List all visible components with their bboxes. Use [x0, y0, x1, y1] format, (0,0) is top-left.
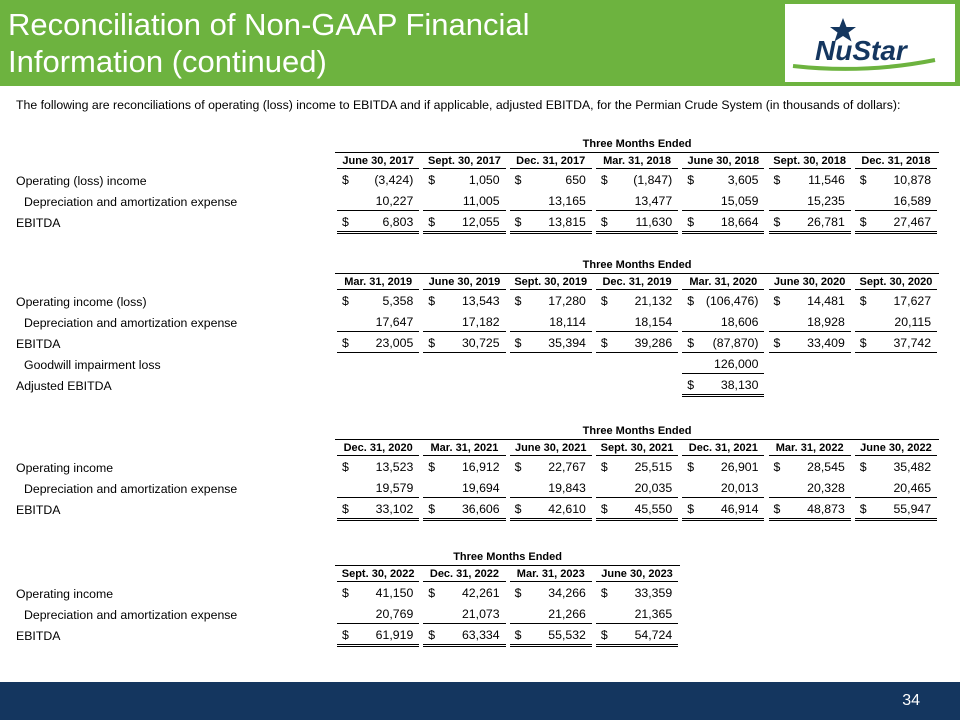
cell-value: 21,266 [548, 607, 586, 621]
cell-value: 20,115 [894, 315, 932, 329]
cell-value: 19,843 [548, 481, 586, 495]
row-label: EBITDA [16, 337, 61, 351]
value-cell [423, 586, 505, 602]
cell-value: 12,055 [461, 215, 500, 229]
dollar-sign: $ [342, 628, 349, 642]
dollar-sign: $ [514, 173, 522, 187]
cell-value: 41,150 [375, 586, 414, 600]
value-cell [423, 460, 505, 476]
value-cell [682, 173, 764, 189]
row-label: Depreciation and amortization expense [24, 482, 238, 496]
cell-value: 18,606 [720, 315, 759, 329]
value-cell [769, 194, 851, 211]
cell-value: 6,803 [382, 215, 414, 229]
cell-value: 20,013 [720, 481, 759, 495]
row-label: EBITDA [16, 629, 61, 643]
value-cell [855, 481, 937, 498]
page-title-line-1: Reconciliation of Non-GAAP Financial [8, 7, 530, 42]
column-header: Sept. 30, 2020 [855, 276, 937, 290]
cell-value: 26,901 [720, 460, 759, 474]
column-header: Mar. 31, 2023 [510, 568, 592, 582]
row-label: Goodwill impairment loss [24, 358, 161, 372]
value-cell [337, 586, 419, 602]
cell-value: 20,328 [807, 481, 845, 495]
cell-value: 61,919 [375, 628, 414, 642]
cell-value: (3,424) [374, 173, 414, 187]
page-title [8, 6, 628, 80]
cell-value: 18,154 [634, 315, 673, 329]
dollar-sign: $ [342, 586, 349, 600]
cell-value: 13,477 [634, 194, 673, 208]
dollar-sign: $ [687, 294, 695, 308]
value-cell [337, 481, 419, 498]
dollar-sign: $ [773, 215, 781, 229]
cell-value: 11,546 [808, 173, 845, 187]
column-header: Mar. 31, 2020 [682, 276, 764, 290]
dollar-sign: $ [514, 215, 522, 229]
column-header: June 30, 2023 [596, 568, 678, 582]
value-cell [682, 315, 764, 332]
cell-value: 11,630 [635, 215, 673, 229]
value-cell [769, 502, 851, 521]
dollar-sign: $ [687, 173, 695, 187]
cell-value: 13,523 [375, 460, 414, 474]
cell-value: 63,334 [461, 628, 500, 642]
dollar-sign: $ [773, 460, 781, 474]
value-cell [682, 481, 764, 498]
value-cell [423, 173, 505, 189]
column-header: Sept. 30, 2022 [337, 568, 419, 582]
footer-bar [0, 682, 960, 720]
value-cell [855, 460, 937, 476]
cell-value: 15,235 [807, 194, 845, 208]
dollar-sign: $ [859, 173, 867, 187]
dollar-sign: $ [514, 586, 522, 600]
cell-value: 11,005 [462, 194, 500, 208]
dollar-sign: $ [428, 173, 436, 187]
cell-value: 13,815 [548, 215, 586, 229]
dollar-sign: $ [514, 294, 522, 308]
cell-value: (106,476) [705, 294, 759, 308]
row-label: Operating income [16, 587, 114, 601]
dollar-sign: $ [428, 460, 436, 474]
cell-value: 17,627 [893, 294, 932, 308]
dollar-sign: $ [687, 215, 695, 229]
cell-value: 42,261 [461, 586, 500, 600]
dollar-sign: $ [859, 336, 867, 350]
value-cell [596, 215, 678, 234]
dollar-sign: $ [428, 294, 436, 308]
value-cell [596, 607, 678, 624]
value-cell [596, 294, 678, 310]
value-cell [510, 294, 592, 310]
value-cell [337, 294, 419, 310]
nustar-logo [785, 4, 955, 82]
value-cell [682, 378, 764, 397]
cell-value: 17,280 [548, 294, 586, 308]
dollar-sign: $ [859, 294, 867, 308]
column-header: Dec. 31, 2019 [596, 276, 678, 290]
cell-value: 38,130 [720, 378, 759, 392]
value-cell [510, 336, 592, 353]
logo-text: NuStar [815, 35, 907, 66]
value-cell [423, 215, 505, 234]
value-cell [510, 628, 592, 647]
dollar-sign: $ [342, 336, 349, 350]
dollar-sign: $ [342, 502, 349, 516]
dollar-sign: $ [773, 294, 781, 308]
value-cell [769, 215, 851, 234]
column-header: Mar. 31, 2021 [423, 442, 505, 456]
cell-value: 36,606 [461, 502, 500, 516]
cell-value: 13,543 [461, 294, 500, 308]
value-cell [596, 460, 678, 476]
dollar-sign: $ [600, 336, 608, 350]
value-cell [769, 481, 851, 498]
cell-value: 21,365 [634, 607, 673, 621]
column-header: Dec. 31, 2022 [423, 568, 505, 582]
column-header: June 30, 2017 [337, 155, 419, 169]
dollar-sign: $ [428, 215, 436, 229]
row-label: Depreciation and amortization expense [24, 608, 238, 622]
value-cell [855, 294, 937, 310]
value-cell [337, 336, 419, 353]
value-cell [769, 336, 851, 353]
value-cell [596, 336, 678, 353]
value-cell [510, 315, 592, 332]
value-cell [682, 194, 764, 211]
column-header: June 30, 2022 [855, 442, 937, 456]
cell-value: 16,912 [461, 460, 500, 474]
value-cell [596, 173, 678, 189]
value-cell [337, 173, 419, 189]
value-cell [855, 502, 937, 521]
cell-value: 35,394 [548, 336, 586, 350]
value-cell [423, 502, 505, 521]
cell-value: 25,515 [634, 460, 673, 474]
dollar-sign: $ [687, 336, 695, 350]
dollar-sign: $ [600, 294, 608, 308]
cell-value: 54,724 [634, 628, 673, 642]
value-cell [769, 173, 851, 189]
column-header: Sept. 30, 2017 [423, 155, 505, 169]
column-header: Sept. 30, 2018 [769, 155, 851, 169]
cell-value: 13,165 [548, 194, 586, 208]
value-cell [682, 215, 764, 234]
dollar-sign: $ [773, 502, 781, 516]
value-cell [855, 315, 937, 332]
value-cell [769, 315, 851, 332]
dollar-sign: $ [600, 460, 608, 474]
cell-value: 33,359 [634, 586, 673, 600]
value-cell [682, 502, 764, 521]
column-header: Sept. 30, 2019 [510, 276, 592, 290]
cell-value: 42,610 [548, 502, 586, 516]
cell-value: 3,605 [727, 173, 759, 187]
value-cell [855, 215, 937, 234]
value-cell [596, 315, 678, 332]
value-cell [423, 315, 505, 332]
page-number: 34 [902, 692, 920, 709]
table-group-header: Three Months Ended [335, 551, 680, 566]
cell-value: 35,482 [893, 460, 932, 474]
dollar-sign: $ [342, 173, 349, 187]
dollar-sign: $ [342, 215, 349, 229]
column-header: Dec. 31, 2020 [337, 442, 419, 456]
column-header: June 30, 2019 [423, 276, 505, 290]
value-cell [510, 215, 592, 234]
cell-value: (87,870) [712, 336, 759, 350]
row-label: Depreciation and amortization expense [24, 316, 238, 330]
row-label: EBITDA [16, 216, 61, 230]
dollar-sign: $ [600, 586, 608, 600]
dollar-sign: $ [687, 502, 695, 516]
value-cell [596, 481, 678, 498]
dollar-sign: $ [600, 628, 608, 642]
column-header: Dec. 31, 2017 [510, 155, 592, 169]
dollar-sign: $ [600, 215, 608, 229]
cell-value: 23,005 [375, 336, 414, 350]
value-cell [337, 194, 419, 211]
intro-text: The following are reconciliations of operating (loss) income to EBITDA and if applicable, adjusted EBITDA, for the Permian Crude System (in thousands of dollars): [16, 98, 901, 112]
value-cell [423, 294, 505, 310]
cell-value: 19,694 [461, 481, 500, 495]
value-cell [423, 628, 505, 647]
cell-value: 26,781 [807, 215, 845, 229]
cell-value: 55,532 [548, 628, 586, 642]
value-cell [510, 586, 592, 602]
table-group-header: Three Months Ended [335, 138, 939, 153]
cell-value: 10,227 [375, 194, 414, 208]
row-label: Operating (loss) income [16, 174, 147, 188]
dollar-sign: $ [600, 502, 608, 516]
dollar-sign: $ [514, 502, 522, 516]
column-header: Dec. 31, 2018 [855, 155, 937, 169]
dollar-sign: $ [687, 460, 695, 474]
cell-value: 17,182 [461, 315, 500, 329]
cell-value: 126,000 [714, 357, 759, 371]
cell-value: 27,467 [893, 215, 932, 229]
row-label: EBITDA [16, 503, 61, 517]
cell-value: 1,050 [468, 173, 500, 187]
value-cell [337, 215, 419, 234]
cell-value: 45,550 [634, 502, 673, 516]
row-label: Operating income (loss) [16, 295, 147, 309]
value-cell [682, 357, 764, 374]
cell-value: 34,266 [548, 586, 586, 600]
cell-value: 14,481 [807, 294, 845, 308]
dollar-sign: $ [514, 628, 522, 642]
cell-value: 33,409 [807, 336, 845, 350]
value-cell [423, 607, 505, 624]
dollar-sign: $ [600, 173, 608, 187]
value-cell [510, 607, 592, 624]
cell-value: 20,769 [375, 607, 414, 621]
dollar-sign: $ [773, 336, 781, 350]
cell-value: 20,035 [634, 481, 673, 495]
value-cell [337, 315, 419, 332]
table-group-header: Three Months Ended [335, 259, 939, 274]
value-cell [769, 460, 851, 476]
value-cell [596, 194, 678, 211]
dollar-sign: $ [859, 460, 867, 474]
row-label: Adjusted EBITDA [16, 379, 112, 393]
dollar-sign: $ [428, 628, 436, 642]
value-cell [423, 194, 505, 211]
column-header: Sept. 30, 2021 [596, 442, 678, 456]
table-group-header: Three Months Ended [335, 425, 939, 440]
cell-value: 10,878 [893, 173, 932, 187]
value-cell [337, 628, 419, 647]
value-cell [855, 194, 937, 211]
cell-value: 19,579 [375, 481, 414, 495]
dollar-sign: $ [687, 378, 695, 392]
column-header: June 30, 2018 [682, 155, 764, 169]
cell-value: 46,914 [720, 502, 759, 516]
dollar-sign: $ [428, 502, 436, 516]
dollar-sign: $ [428, 336, 436, 350]
column-header: Mar. 31, 2019 [337, 276, 419, 290]
cell-value: 18,928 [807, 315, 845, 329]
page-title-line-2: Information (continued) [8, 44, 327, 79]
value-cell [855, 336, 937, 353]
value-cell [423, 336, 505, 353]
value-cell [769, 294, 851, 310]
cell-value: 21,073 [461, 607, 500, 621]
value-cell [855, 173, 937, 189]
cell-value: 16,589 [893, 194, 932, 208]
dollar-sign: $ [859, 215, 867, 229]
cell-value: 28,545 [807, 460, 845, 474]
dollar-sign: $ [859, 502, 867, 516]
value-cell [596, 628, 678, 647]
column-header: June 30, 2021 [510, 442, 592, 456]
value-cell [682, 460, 764, 476]
value-cell [510, 194, 592, 211]
dollar-sign: $ [773, 173, 781, 187]
dollar-sign: $ [342, 460, 349, 474]
value-cell [510, 481, 592, 498]
cell-value: 30,725 [461, 336, 500, 350]
column-header: June 30, 2020 [769, 276, 851, 290]
cell-value: 18,664 [720, 215, 759, 229]
dollar-sign: $ [514, 336, 522, 350]
row-label: Operating income [16, 461, 114, 475]
cell-value: 21,132 [634, 294, 673, 308]
value-cell [337, 607, 419, 624]
value-cell [596, 502, 678, 521]
dollar-sign: $ [428, 586, 436, 600]
cell-value: 20,465 [893, 481, 932, 495]
title-bar [0, 0, 960, 86]
cell-value: 22,767 [548, 460, 586, 474]
column-header: Dec. 31, 2021 [682, 442, 764, 456]
cell-value: 33,102 [375, 502, 414, 516]
value-cell [337, 502, 419, 521]
value-cell [682, 336, 764, 353]
cell-value: 48,873 [807, 502, 845, 516]
cell-value: 15,059 [720, 194, 759, 208]
cell-value: 650 [565, 173, 586, 187]
value-cell [510, 460, 592, 476]
cell-value: 18,114 [549, 315, 586, 329]
column-header: Mar. 31, 2022 [769, 442, 851, 456]
value-cell [510, 173, 592, 189]
dollar-sign: $ [342, 294, 349, 308]
row-label: Depreciation and amortization expense [24, 195, 238, 209]
value-cell [682, 294, 764, 310]
value-cell [596, 586, 678, 602]
cell-value: (1,847) [633, 173, 673, 187]
dollar-sign: $ [514, 460, 522, 474]
cell-value: 17,647 [375, 315, 414, 329]
cell-value: 5,358 [382, 294, 414, 308]
cell-value: 39,286 [634, 336, 673, 350]
value-cell [510, 502, 592, 521]
cell-value: 55,947 [893, 502, 932, 516]
cell-value: 37,742 [893, 336, 932, 350]
value-cell [423, 481, 505, 498]
column-header: Mar. 31, 2018 [596, 155, 678, 169]
value-cell [337, 460, 419, 476]
